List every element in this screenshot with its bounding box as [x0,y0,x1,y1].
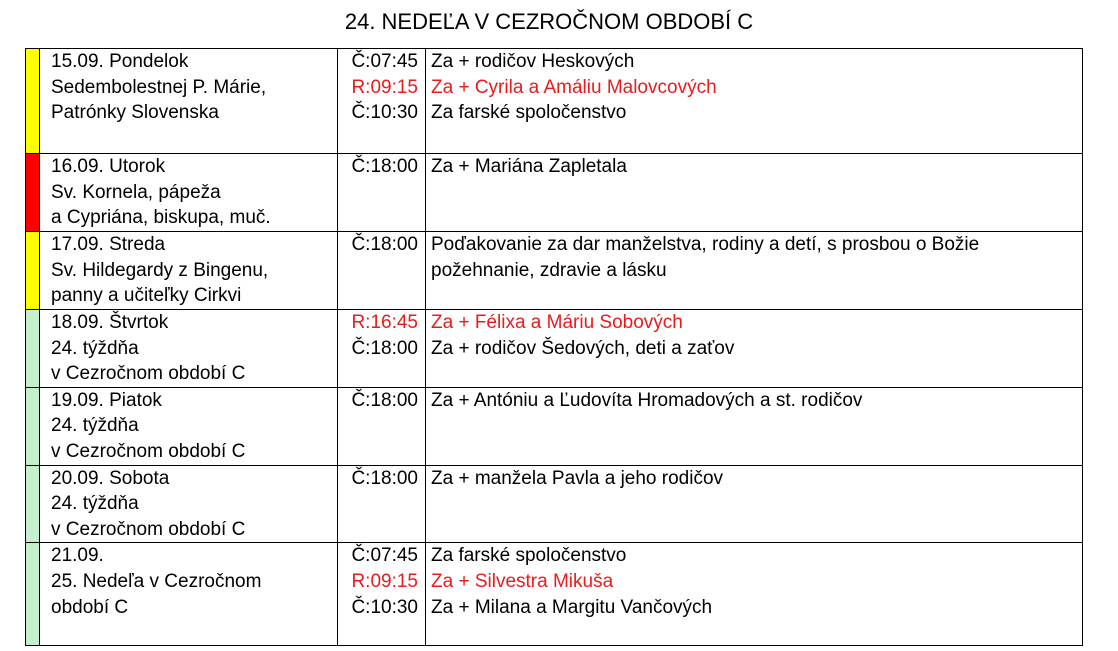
mass-intention: Za + manžela Pavla a jeho rodičov [431,467,724,489]
mass-intention-cell [426,154,1083,232]
liturgical-color-strip [26,49,40,154]
day-row [26,310,1083,388]
mass-time-cell [338,387,426,465]
day-date: 20.09. Sobota [51,467,170,489]
day-date: 16.09. Utorok [51,156,166,177]
mass-schedule-table [25,48,1083,646]
mass-time-cell [338,310,426,388]
mass-time: Č:07:45 [351,51,418,72]
day-row [26,543,1083,646]
mass-time-cell [338,49,426,154]
day-date: 17.09. Streda [51,234,166,255]
mass-intention: Za + Milana a Margitu Vančových [431,596,713,618]
mass-intention-cell [426,232,1083,310]
mass-time: Č:07:45 [351,545,418,567]
page-title: 24. NEDEĽA V CEZROČNOM OBDOBÍ C [344,9,754,34]
mass-time: Č:18:00 [351,467,418,489]
schedule-body [26,49,1083,646]
day-cell [40,543,338,646]
liturgical-color-strip [26,154,40,232]
mass-time: Č:18:00 [351,389,418,411]
mass-time: Č:10:30 [351,102,418,124]
mass-intention: Za + Antóniu a Ľudovíta Hromadových a st. rodičov [431,389,863,411]
liturgical-color-strip [26,387,40,465]
day-cell [40,49,338,154]
day-row [26,49,1083,154]
mass-time: R:09:15 [351,76,418,98]
mass-time: Č:18:00 [351,337,418,359]
day-feast-line: Patrónky Slovenska [51,102,219,124]
day-feast-line: 24. týždňa [51,493,139,515]
day-cell [40,387,338,465]
day-feast-line: Sedembolestnej P. Márie, [51,76,267,98]
mass-intention: Poďakovanie za dar manželstva, rodiny a detí, s prosbou o Božie požehnanie, zdravie a lásku [431,234,980,281]
day-cell [40,154,338,232]
mass-intention: Za + rodičov Šedových, deti a zaťov [431,337,735,359]
mass-time: Č:18:00 [351,234,418,255]
day-cell [40,465,338,543]
day-row [26,154,1083,232]
day-date: 18.09. Štvrtok [51,312,169,333]
mass-intention: Za + Cyrila a Amáliu Malovcových [431,76,717,98]
day-feast-line: panny a učiteľky Cirkvi [51,285,242,307]
mass-time-cell [338,232,426,310]
day-feast-line: v Cezročnom období C [51,363,246,385]
mass-time: R:09:15 [351,570,418,592]
mass-intention: Za + Mariána Zapletala [431,156,627,177]
mass-intention: Za farské spoločenstvo [431,545,627,567]
day-date: 15.09. Pondelok [51,51,189,72]
day-feast-line: v Cezročnom období C [51,440,246,462]
day-date: 21.09. [51,545,104,567]
day-feast-line: 24. týždňa [51,337,139,359]
day-row [26,465,1083,543]
mass-intention-cell [426,387,1083,465]
day-cell [40,310,338,388]
mass-time-cell [338,465,426,543]
day-feast-line: 24. týždňa [51,415,139,437]
liturgical-color-strip [26,232,40,310]
mass-intention: Za farské spoločenstvo [431,102,627,124]
mass-intention: Za + Silvestra Mikuša [431,570,614,592]
mass-intention-cell [426,543,1083,646]
mass-time: Č:10:30 [351,596,418,618]
liturgical-color-strip [26,543,40,646]
mass-time-cell [338,154,426,232]
day-feast-line: období C [51,596,129,618]
mass-intention-cell [426,49,1083,154]
day-row [26,232,1083,310]
mass-time-cell [338,543,426,646]
mass-intention-cell [426,310,1083,388]
mass-time: Č:18:00 [351,156,418,177]
mass-intention: Za + Félixa a Máriu Sobových [431,312,683,333]
mass-time: R:16:45 [351,312,418,333]
day-feast-line: a Cypriána, biskupa, muč. [51,207,271,229]
day-feast-line: 25. Nedeľa v Cezročnom [51,570,262,592]
liturgical-color-strip [26,310,40,388]
mass-intention-cell [426,465,1083,543]
day-date: 19.09. Piatok [51,389,162,411]
day-feast-line: Sv. Kornela, pápeža [51,181,221,203]
day-cell [40,232,338,310]
mass-intention: Za + rodičov Heskových [431,51,635,72]
day-feast-line: v Cezročnom období C [51,518,246,540]
liturgical-color-strip [26,465,40,543]
day-row [26,387,1083,465]
day-feast-line: Sv. Hildegardy z Bingenu, [51,259,269,281]
